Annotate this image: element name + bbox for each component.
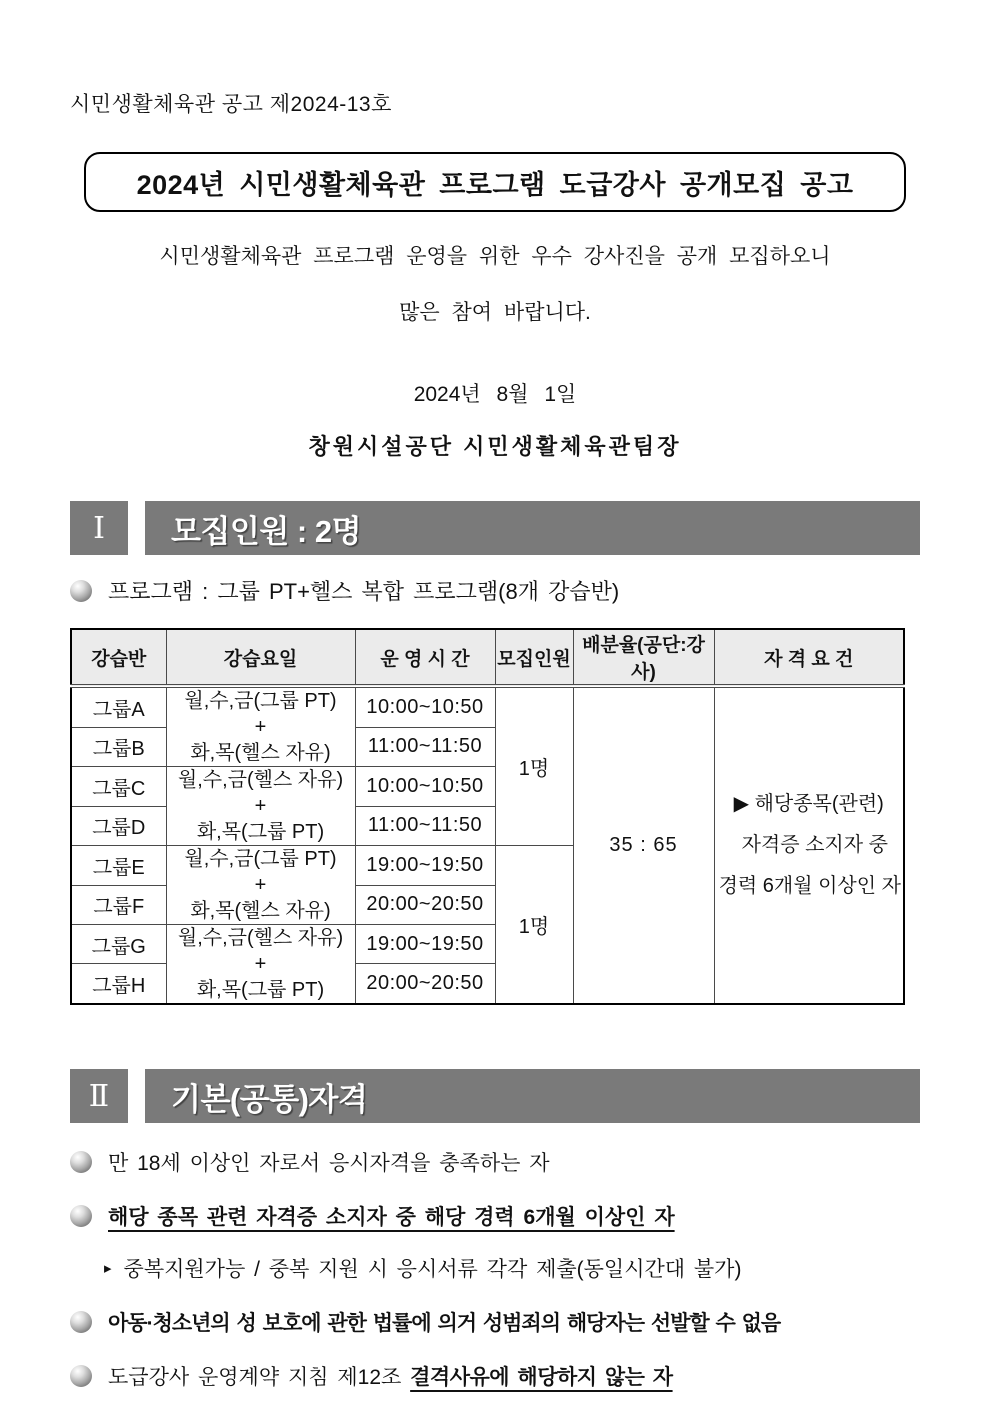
time-cell: 11:00~11:50 [355, 806, 495, 846]
class-name: 그룹B [71, 727, 166, 767]
section-2-numeral: Ⅱ [70, 1069, 128, 1123]
section-2-title: 기본(공통)자격 [145, 1069, 920, 1123]
requirement-item-3 [70, 1307, 920, 1337]
schedule-plus: + [254, 716, 267, 738]
requirement-text-prefix: 도급강사 운영계약 지침 제12조 [108, 1366, 411, 1389]
sphere-bullet-icon [70, 1365, 92, 1387]
sphere-bullet-icon [70, 1311, 92, 1333]
notice-number: 시민생활체육관 공고 제2024-13호 [70, 93, 392, 116]
time-cell: 20:00~20:50 [355, 964, 495, 1004]
class-name: 그룹E [71, 846, 166, 886]
requirement-text-emphasis: 결격사유에 해당하지 않는 자 [410, 1366, 673, 1389]
schedule-plus: + [254, 874, 267, 896]
schedule-line2: 화,목(헬스 자유) [190, 742, 331, 764]
time-cell: 10:00~10:50 [355, 767, 495, 807]
time-cell: 11:00~11:50 [355, 727, 495, 767]
schedule-line2: 화,목(그룹 PT) [196, 979, 325, 1001]
schedule-cell [166, 925, 355, 1005]
requirement-subitem [70, 1253, 920, 1283]
intro-line-2: 많은 참여 바랍니다. [399, 301, 591, 324]
title-box [84, 152, 906, 212]
class-name: 그룹H [71, 964, 166, 1004]
col-header-days: 강습요일 [166, 629, 355, 686]
time-cell: 10:00~10:50 [355, 686, 495, 727]
triangle-bullet-icon: ▸ [104, 1260, 112, 1277]
time-cell: 19:00~19:50 [355, 925, 495, 964]
schedule-line1: 월,수,금(헬스 자유) [177, 769, 344, 791]
requirement-item-1 [70, 1147, 920, 1177]
requirement-text [108, 1361, 673, 1391]
recruit-count-cell: 1명 [495, 846, 573, 1005]
announcement-date: 2024년 8월 1일 [413, 383, 577, 406]
document-title: 2024년 시민생활체육관 프로그램 도급강사 공개모집 공고 [136, 169, 854, 200]
class-name: 그룹C [71, 767, 166, 807]
schedule-plus: + [254, 953, 267, 975]
ratio-cell: 35 : 65 [573, 686, 714, 1004]
table-row [71, 686, 904, 727]
col-header-qualification: 자 격 요 건 [714, 629, 904, 686]
requirement-text: 만 18세 이상인 자로서 응시자격을 충족하는 자 [108, 1152, 550, 1175]
qualification-line1: ▶ 해당종목(관련) [733, 793, 884, 815]
schedule-line2: 화,목(헬스 자유) [190, 900, 331, 922]
sphere-bullet-icon [70, 580, 92, 602]
section-2-header [70, 1069, 920, 1123]
program-schedule-table [70, 628, 905, 1005]
col-header-ratio: 배분율(공단:강사) [573, 629, 714, 686]
schedule-cell [166, 686, 355, 767]
recruit-count-cell: 1명 [495, 686, 573, 846]
program-bullet-line [70, 575, 920, 606]
qualification-line3: 경력 6개월 이상인 자 [718, 875, 901, 897]
qualification-cell [714, 686, 904, 1004]
sphere-bullet-icon [70, 1151, 92, 1173]
requirement-text: 중복지원가능 / 중복 지원 시 응시서류 각각 제출(동일시간대 불가) [123, 1258, 742, 1281]
col-header-class: 강습반 [71, 629, 166, 686]
time-cell: 19:00~19:50 [355, 846, 495, 886]
requirement-item-2 [70, 1201, 920, 1231]
schedule-line1: 월,수,금(그룹 PT) [184, 848, 337, 870]
intro-line-1: 시민생활체육관 프로그램 운영을 위한 우수 강사진을 공개 모집하오니 [159, 245, 831, 268]
class-name: 그룹G [71, 925, 166, 964]
time-cell: 20:00~20:50 [355, 885, 495, 925]
class-name: 그룹F [71, 885, 166, 925]
requirement-text: 해당 종목 관련 자격증 소지자 중 해당 경력 6개월 이상인 자 [108, 1206, 675, 1229]
section-1-title: 모집인원 : 2명 [145, 501, 920, 555]
table-header-row [71, 629, 904, 686]
issuer: 창원시설공단 시민생활체육관팀장 [308, 434, 682, 459]
schedule-cell [166, 846, 355, 925]
col-header-count: 모집인원 [495, 629, 573, 686]
class-name: 그룹A [71, 686, 166, 727]
program-text: 프로그램 : 그룹 PT+헬스 복합 프로그램(8개 강습반) [108, 579, 620, 604]
schedule-line2: 화,목(그룹 PT) [196, 821, 325, 843]
schedule-line1: 월,수,금(헬스 자유) [177, 927, 344, 949]
qualification-line2: 자격증 소지자 중 [741, 834, 888, 856]
schedule-plus: + [254, 795, 267, 817]
schedule-line1: 월,수,금(그룹 PT) [184, 690, 337, 712]
col-header-time: 운 영 시 간 [355, 629, 495, 686]
schedule-cell [166, 767, 355, 846]
requirement-item-4 [70, 1361, 920, 1391]
section-1-header [70, 501, 920, 555]
requirement-text: 아동·청소년의 성 보호에 관한 법률에 의거 성범죄의 해당자는 선발할 수 없음 [108, 1312, 781, 1335]
class-name: 그룹D [71, 806, 166, 846]
section-1-numeral: Ⅰ [70, 501, 128, 555]
sphere-bullet-icon [70, 1205, 92, 1227]
requirements-list [70, 1147, 920, 1391]
